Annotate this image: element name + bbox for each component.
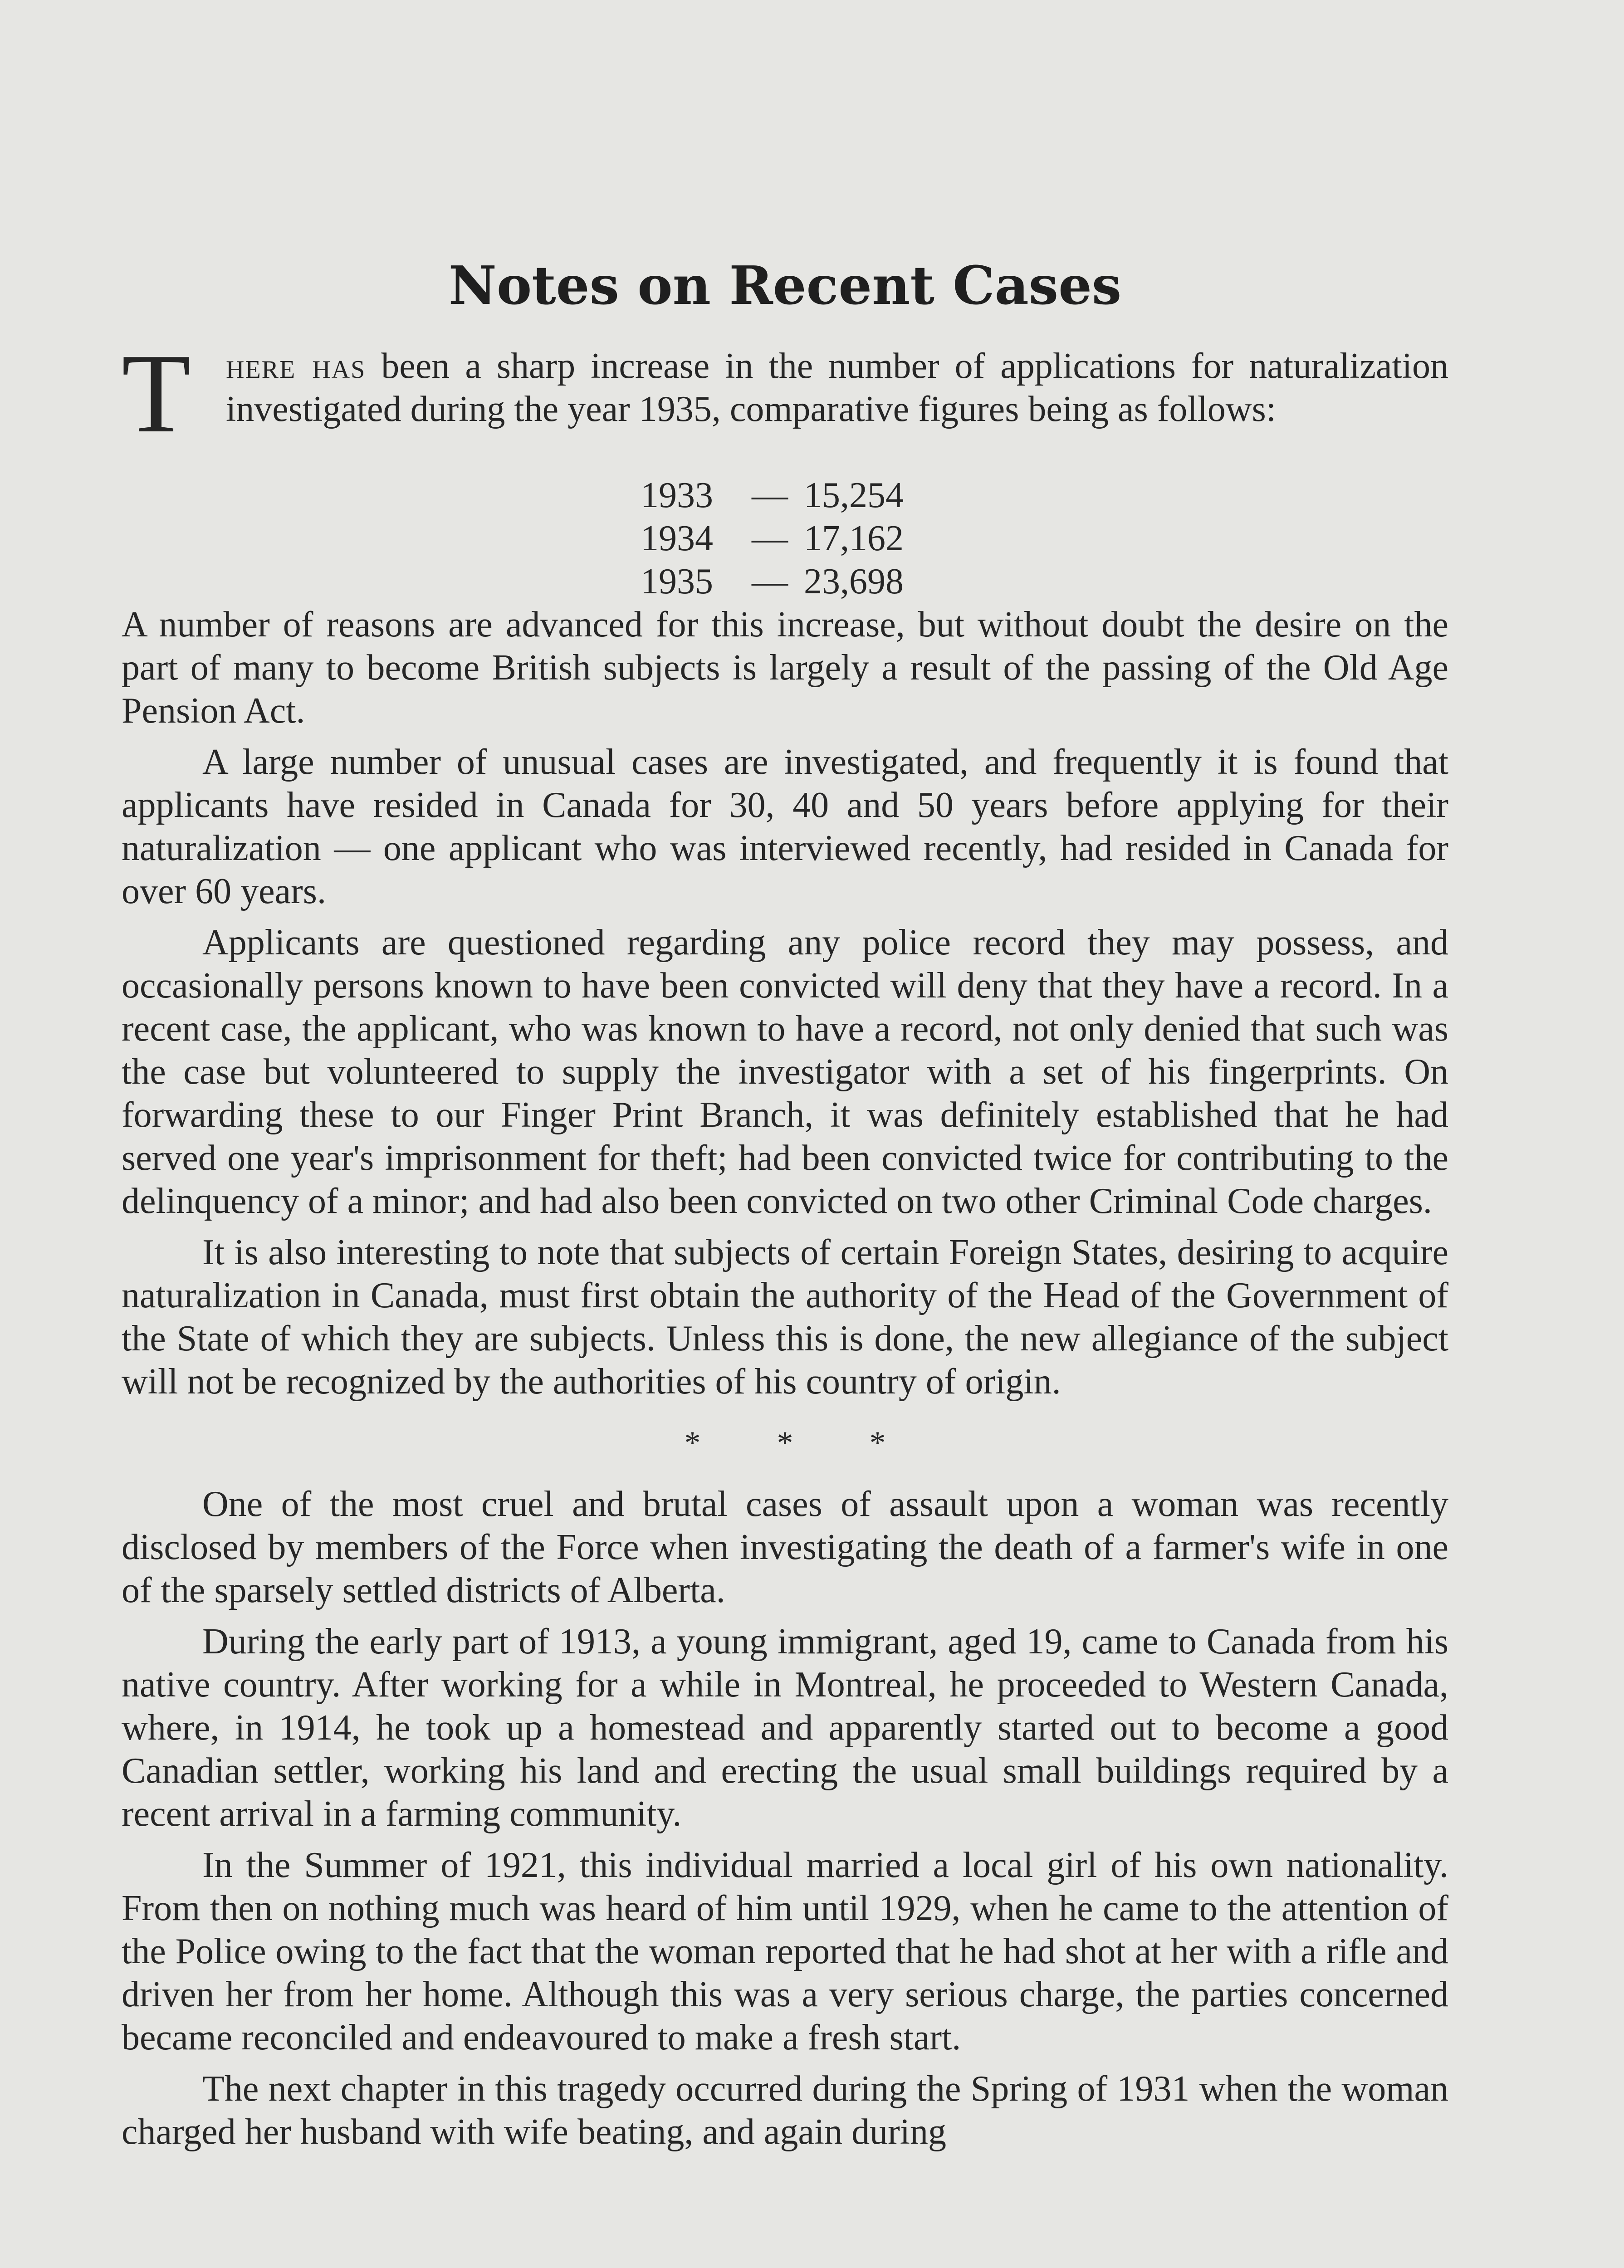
- article: [122, 254, 1448, 2162]
- figures-value: 15,254: [804, 475, 904, 515]
- intro-paragraph: [122, 331, 1448, 474]
- figures-row: [641, 474, 958, 517]
- figures-year: 1933: [641, 475, 713, 515]
- intro-text: been a sharp increase in the number of applications for naturalization investigated during the year 1935, comparative figures being as follows:: [226, 346, 1448, 429]
- figures-year: 1934: [641, 518, 713, 558]
- figures-row: [641, 517, 958, 560]
- body-paragraph: A large number of unusual cases are investigated, and frequently it is found that applicants have resided in Canada for 30, 40 and 50 years before applying for their naturalization — one applicant who was interviewed recently, had resided in Canada for over 60 years.: [122, 742, 1448, 911]
- body-paragraph: A number of reasons are advanced for this increase, but without doubt the desire on the part of many to become British subjects is largely a result of the passing of the Old Age Pension Act.: [122, 605, 1448, 731]
- article-title: Notes on Recent Cases: [448, 255, 1122, 317]
- figures-dash: —: [752, 518, 788, 558]
- figures-dash: —: [752, 562, 788, 601]
- body-paragraph: One of the most cruel and brutal cases of assault upon a woman was recently disclosed by members of the Force when investigating the death of a farmer's wife in one of the sparsely settled districts of Alberta.: [122, 1484, 1448, 1610]
- body-paragraph: The next chapter in this tragedy occurred during the Spring of 1931 when the woman charged her husband with wife beating, and again during: [122, 2069, 1448, 2152]
- figures-dash: —: [752, 475, 788, 515]
- figures-value: 23,698: [804, 562, 904, 601]
- body-paragraph: During the early part of 1913, a young immigrant, aged 19, came to Canada from his native country. After working for a while in Montreal, he proceeded to Western Canada, where, in 1914, he took up a homestead and apparently started out to become a good Canadian settler, working his land and erecting the usual small buildings required by a recent arrival in a farming community.: [122, 1622, 1448, 1834]
- figures-row: [641, 560, 958, 603]
- body-paragraph: It is also interesting to note that subjects of certain Foreign States, desiring to acquire naturalization in Canada, must first obtain the authority of the Head of the Government of the State of which they are subjects. Unless this is done, the new allegiance of the subject will not be recognized by the authorities of his country of origin.: [122, 1232, 1448, 1402]
- intro-smallcaps: here has: [226, 346, 366, 386]
- section-separator: * * *: [684, 1425, 886, 1461]
- figures-year: 1935: [641, 562, 713, 601]
- body-paragraph: In the Summer of 1921, this individual married a local girl of his own nationality. From then on nothing much was heard of him until 1929, when he came to the attention of the Police owing to the fact that the woman reported that he had shot at her with a rifle and driven her from her home. Although this was a very serious charge, the parties concerned became reconciled and endeavoured to make a fresh start.: [122, 1845, 1448, 2058]
- drop-cap: T: [122, 331, 191, 456]
- figures-table: [641, 474, 958, 603]
- body-paragraph: Applicants are questioned regarding any police record they may possess, and occasionally persons known to have been convicted will deny that they have a record. In a recent case, the applicant, who was known to have a record, not only denied that such was the case but volunteered to supply the investigator with a set of his fingerprints. On forwarding these to our Finger Print Branch, it was definitely established that he had served one year's imprisonment for theft; had been convicted twice for contributing to the delinquency of a minor; and had also been convicted on two other Criminal Code charges.: [122, 923, 1448, 1221]
- figures-value: 17,162: [804, 518, 904, 558]
